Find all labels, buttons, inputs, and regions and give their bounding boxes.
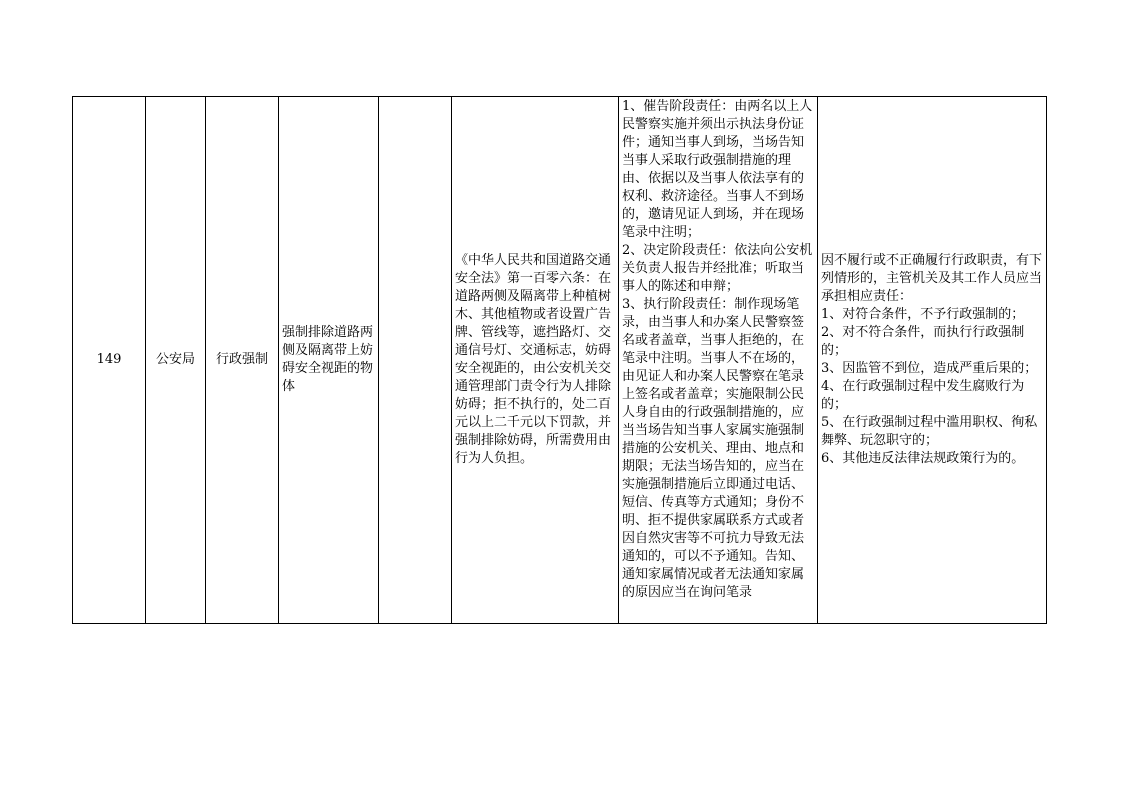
legal-basis-cell: 《中华人民共和国道路交通安全法》第一百零六条：在道路两侧及隔离带上种植树木、其他植物或者设置广告牌、管线等，遮挡路灯、交通信号灯、交通标志，妨碍安全视距的，由公安机关交通管理部门责令行为人排除妨碍；拒不执行的，处二百元以上二千元以下罚款，并强制排除妨碍，所需费用由行为人负担。: [452, 97, 619, 624]
accountability-cell: [818, 97, 1047, 624]
category-cell: 行政强制: [206, 97, 279, 624]
responsibility-table: [72, 96, 1047, 624]
accountability-item: 1、对符合条件，不予行政强制的；: [821, 307, 1025, 322]
accountability-item: 5、在行政强制过程中滥用职权、徇私舞弊、玩忽职守的；: [821, 415, 1038, 448]
accountability-item: 3、因监管不到位，造成严重后果的；: [821, 361, 1038, 376]
row-number: 149: [73, 97, 146, 624]
item-name-cell: 强制排除道路两侧及隔离带上妨碍安全视距的物体: [279, 97, 379, 624]
responsibility-cell: [619, 97, 818, 624]
responsibility-paragraph: 3、执行阶段责任：制作现场笔录，由当事人和办案人民警察签名或者盖章，当事人拒绝的，在笔录中注明。当事人不在场的，由见证人和办案人民警察在笔录上签名或者盖章；实施限制公民人身自由的行政强制措施的，应当当场告知当事人家属实施强制措施的公安机关、理由、地点和期限；无法当场告知的，应当在实施强制措施后立即通过电话、短信、传真等方式通知；身份不明、拒不提供家属联系方式或者因自然灾害等不可抗力导致无法通知的，可以不予通知。告知、通知家属情况或者无法通知家属的原因应当在询问笔录: [622, 296, 805, 600]
responsibility-paragraph: 1、催告阶段责任：由两名以上人民警察实施并须出示执法身份证件；通知当事人到场，当场告知当事人采取行政强制措施的理由、依据以及当事人依法享有的权利、救济途径。当事人不到场的，邀请见证人到场，并在现场笔录中注明；: [622, 98, 813, 240]
accountability-item: 2、对不符合条件，而执行行政强制的；: [821, 325, 1025, 358]
responsibility-paragraph: 2、决定阶段责任：依法向公安机关负责人报告并经批准；听取当事人的陈述和申辩；: [622, 242, 813, 294]
sub-item-cell: [379, 97, 452, 624]
accountability-item: 4、在行政强制过程中发生腐败行为的；: [821, 379, 1025, 412]
accountability-intro: 因不履行或不正确履行行政职责，有下列情形的，主管机关及其工作人员应当承担相应责任：: [821, 253, 1043, 304]
accountability-item: 6、其他违反法律法规政策行为的。: [821, 451, 1025, 466]
department-cell: 公安局: [146, 97, 206, 624]
table-row: [73, 97, 1047, 624]
